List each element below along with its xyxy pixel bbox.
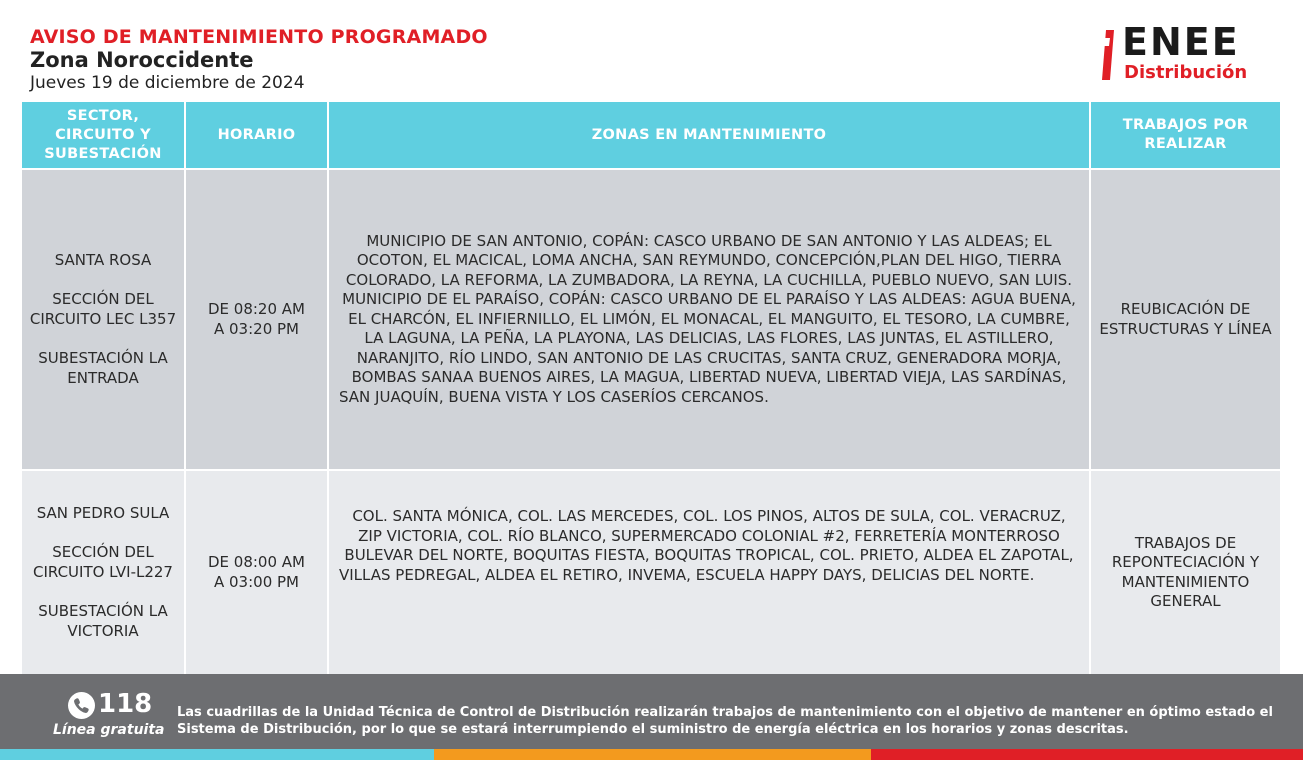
works-cell: TRABAJOS DE REPONTECIACIÓN Y MANTENIMIENTO GENERAL [1090, 470, 1281, 675]
stripe-cyan [0, 749, 434, 760]
works-cell: REUBICACIÓN DE ESTRUCTURAS Y LÍNEA [1090, 169, 1281, 470]
header-trabajos: TRABAJOS POR REALIZAR [1090, 101, 1281, 169]
circuit-name: SECCIÓN DEL CIRCUITO LVI-L227 [33, 543, 173, 581]
maintenance-table [20, 100, 1282, 676]
schedule-end: A 03:00 PM [213, 572, 299, 591]
sector-cell [21, 470, 185, 675]
schedule-cell [185, 169, 328, 470]
sector-name: SAN PEDRO SULA [36, 503, 170, 522]
stripe-red [871, 749, 1303, 760]
sector-name: SANTA ROSA [54, 250, 152, 269]
substation-name: SUBESTACIÓN LA VICTORIA [38, 602, 168, 640]
header-sector: SECTOR, CIRCUITO Y SUBESTACIÓN [21, 101, 185, 169]
zones-cell: MUNICIPIO DE SAN ANTONIO, COPÁN: CASCO URBANO DE SAN ANTONIO Y LAS ALDEAS; EL OCOTON, EL MACICAL, LOMA ANCHA, SAN REYMUNDO, CONCEPCIÓN,PLAN DEL HIGO, TIERRA COLORADO, LA REFORMA, LA ZUMBADORA, LA REYNA, LA CUCHILLA, PUEBLO NUEVO, SAN LUIS. MUNICIPIO DE EL PARAÍSO, COPÁN: CASCO URBANO DE EL PARAÍSO Y LAS ALDEAS: AGUA BUENA, EL CHARCÓN, EL INFIERNILLO, EL LIMÓN, EL MONACAL, EL MANGUITO, EL TESORO, LA CUMBRE, LA LAGUNA, LA PEÑA, LA PLAYONA, LAS DELICIAS, LAS FLORES, LAS JUNTAS, EL ASTILLERO, NARANJITO, RÍO LINDO, SAN ANTONIO DE LAS CRUCITAS, SANTA CRUZ, GENERADORA MORJA, BOMBAS SANAA BUENOS AIRES, LA MAGUA, LIBERTAD NUEVA, LIBERTAD VIEJA, LAS SARDÍNAS, SAN JUAQUÍN, BUENA VISTA Y LOS CASERÍOS CERCANOS. [328, 169, 1090, 470]
stripe-orange [434, 749, 871, 760]
phone-icon [68, 692, 95, 719]
enee-logo-mark-icon [1100, 28, 1122, 82]
substation-name: SUBESTACIÓN LA ENTRADA [38, 349, 168, 387]
schedule-end: A 03:20 PM [213, 319, 299, 338]
header-zonas: ZONAS EN MANTENIMIENTO [328, 101, 1090, 169]
logo-brand: ENEE [1122, 20, 1240, 64]
table-row [21, 470, 1281, 675]
notice-date: Jueves 19 de diciembre de 2024 [30, 73, 305, 93]
table-header-row [21, 101, 1281, 169]
logo-subtitle: Distribución [1124, 62, 1248, 83]
footer-notice: Las cuadrillas de la Unidad Técnica de Control de Distribución realizarán trabajos de mantenimiento con el objetivo de mantener en óptimo estado el Sistema de Distribución, por lo que se estará interrumpiendo el suministro de energía eléctrica en los horarios y zonas descritas. [177, 705, 1273, 737]
sector-cell [21, 169, 185, 470]
footer-bar [0, 674, 1303, 749]
header-horario: HORARIO [185, 101, 328, 169]
phone-number: 118 [98, 689, 153, 719]
notice-title: AVISO DE MANTENIMIENTO PROGRAMADO [30, 26, 488, 48]
schedule-start: DE 08:00 AM [208, 553, 305, 571]
table-row [21, 169, 1281, 470]
schedule-start: DE 08:20 AM [208, 300, 305, 318]
schedule-cell [185, 470, 328, 675]
circuit-name: SECCIÓN DEL CIRCUITO LEC L357 [29, 290, 177, 328]
zone-title: Zona Noroccidente [30, 48, 254, 72]
phone-label: Línea gratuita [53, 722, 165, 738]
zones-cell: COL. SANTA MÓNICA, COL. LAS MERCEDES, COL. LOS PINOS, ALTOS DE SULA, COL. VERACRUZ, ZIP VICTORIA, COL. RÍO BLANCO, SUPERMERCADO COLONIAL #2, FERRETERÍA MONTERROSO BULEVAR DEL NORTE, BOQUITAS FIESTA, BOQUITAS TROPICAL, COL. PRIETO, ALDEA EL ZAPOTAL, VILLAS PEDREGAL, ALDEA EL RETIRO, INVEMA, ESCUELA HAPPY DAYS, DELICIAS DEL NORTE. [328, 470, 1090, 675]
enee-logo [1100, 20, 1280, 84]
notice-header [0, 0, 1303, 100]
